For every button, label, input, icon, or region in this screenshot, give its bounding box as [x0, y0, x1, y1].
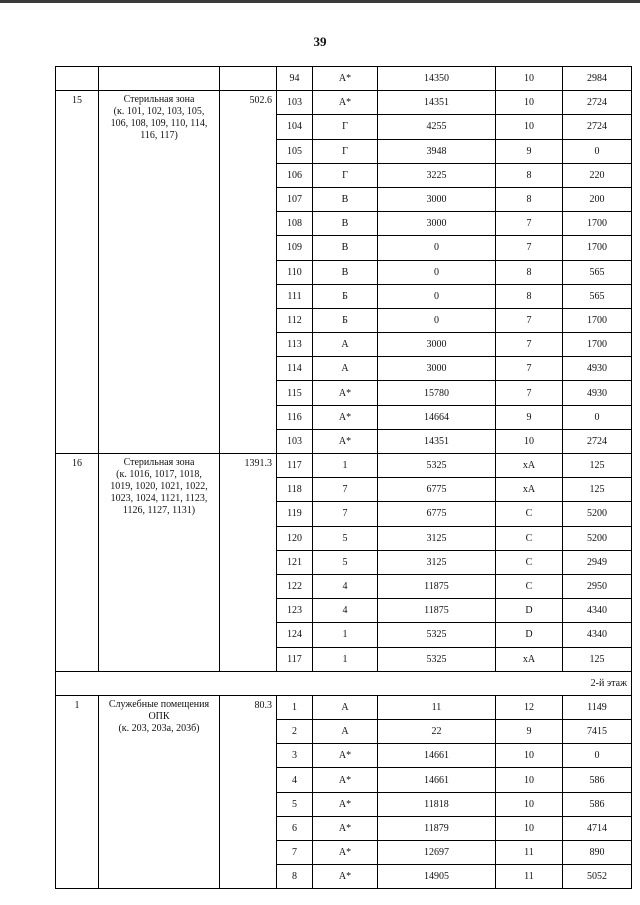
value-col-3: 2724: [563, 91, 632, 115]
measurement-point: 122: [277, 574, 313, 598]
measurement-point: 4: [277, 768, 313, 792]
value-col-1: 11: [378, 695, 496, 719]
cleanliness-class: А*: [313, 816, 378, 840]
value-col-2: 10: [496, 744, 563, 768]
value-col-3: 565: [563, 284, 632, 308]
value-col-2: 11: [496, 865, 563, 889]
value-col-3: 0: [563, 405, 632, 429]
value-col-3: 4714: [563, 816, 632, 840]
value-col-1: 0: [378, 284, 496, 308]
measurement-point: 114: [277, 357, 313, 381]
value-col-3: 2950: [563, 574, 632, 598]
value-col-1: 14661: [378, 744, 496, 768]
cleanliness-class: Г: [313, 115, 378, 139]
cleanliness-class: 7: [313, 502, 378, 526]
cleanliness-class: В: [313, 212, 378, 236]
value-col-1: 14661: [378, 768, 496, 792]
value-col-1: 3125: [378, 550, 496, 574]
cleanliness-class: А*: [313, 744, 378, 768]
cleanliness-class: А*: [313, 381, 378, 405]
value-col-2: 11: [496, 841, 563, 865]
cleanliness-class: 5: [313, 550, 378, 574]
value-col-2: 10: [496, 792, 563, 816]
empty-zone-no: [56, 67, 99, 91]
value-col-3: 4930: [563, 357, 632, 381]
zone-name-text: Стерильная зона (к. 1016, 1017, 1018, 1019, 1020, 1021, 1022, 1023, 1024, 1121, 1123, 1126, 1127, 1131): [110, 457, 208, 516]
zone-name: [99, 454, 220, 672]
measurement-point: 3: [277, 744, 313, 768]
measurement-point: 117: [277, 647, 313, 671]
value-col-1: 14351: [378, 91, 496, 115]
cleanliness-class: 4: [313, 599, 378, 623]
value-col-2: 10: [496, 91, 563, 115]
measurement-point: 112: [277, 308, 313, 332]
cleanliness-class: А*: [313, 405, 378, 429]
empty-zone-area: [220, 67, 277, 91]
value-col-2: 10: [496, 768, 563, 792]
value-col-3: 200: [563, 187, 632, 211]
cleanliness-class: А*: [313, 429, 378, 453]
measurement-point: 7: [277, 841, 313, 865]
value-col-3: 2949: [563, 550, 632, 574]
cleanliness-class: А*: [313, 841, 378, 865]
measurement-point: 8: [277, 865, 313, 889]
cleanliness-class: Г: [313, 139, 378, 163]
value-col-3: 5200: [563, 502, 632, 526]
zone-number: 1: [56, 695, 99, 889]
value-col-3: 0: [563, 744, 632, 768]
measurement-point: 108: [277, 212, 313, 236]
table-row: [56, 671, 632, 695]
value-col-3: 1700: [563, 308, 632, 332]
zone-name-text: Стерильная зона (к. 101, 102, 103, 105, 106, 108, 109, 110, 114, 116, 117): [110, 94, 208, 142]
value-col-3: 125: [563, 454, 632, 478]
page-number: 39: [313, 34, 327, 49]
value-col-2: 10: [496, 429, 563, 453]
value-col-1: 3948: [378, 139, 496, 163]
value-col-3: 2984: [563, 67, 632, 91]
value-col-3: 1700: [563, 236, 632, 260]
value-col-1: 3125: [378, 526, 496, 550]
value-col-1: 0: [378, 260, 496, 284]
value-col-3: 2724: [563, 429, 632, 453]
value-col-1: 4255: [378, 115, 496, 139]
cleanliness-class: А*: [313, 792, 378, 816]
value-col-2: C: [496, 550, 563, 574]
cleanliness-class: Г: [313, 163, 378, 187]
value-col-2: 10: [496, 816, 563, 840]
cleanliness-class: Б: [313, 284, 378, 308]
cleanliness-class: А: [313, 695, 378, 719]
value-col-1: 5325: [378, 647, 496, 671]
value-col-1: 5325: [378, 623, 496, 647]
value-col-2: C: [496, 526, 563, 550]
value-col-2: 9: [496, 139, 563, 163]
value-col-2: 12: [496, 695, 563, 719]
value-col-1: 14350: [378, 67, 496, 91]
measurement-point: 5: [277, 792, 313, 816]
value-col-3: 4930: [563, 381, 632, 405]
measurement-point: 6: [277, 816, 313, 840]
value-col-2: 9: [496, 720, 563, 744]
value-col-2: хА: [496, 454, 563, 478]
measurement-point: 116: [277, 405, 313, 429]
zone-number: 15: [56, 91, 99, 454]
measurement-point: 117: [277, 454, 313, 478]
value-col-1: 0: [378, 308, 496, 332]
measurement-point: 121: [277, 550, 313, 574]
value-col-2: хА: [496, 478, 563, 502]
value-col-2: D: [496, 599, 563, 623]
value-col-3: 1149: [563, 695, 632, 719]
measurement-point: 106: [277, 163, 313, 187]
measurement-point: 109: [277, 236, 313, 260]
cleanliness-class: 7: [313, 478, 378, 502]
measurement-point: 103: [277, 91, 313, 115]
value-col-3: 7415: [563, 720, 632, 744]
value-col-2: 7: [496, 381, 563, 405]
value-col-2: 8: [496, 187, 563, 211]
measurement-point: 123: [277, 599, 313, 623]
cleanliness-class: А: [313, 357, 378, 381]
value-col-1: 11818: [378, 792, 496, 816]
measurement-point: 1: [277, 695, 313, 719]
cleanliness-class: А*: [313, 91, 378, 115]
value-col-3: 2724: [563, 115, 632, 139]
value-col-2: 10: [496, 67, 563, 91]
measurement-point: 105: [277, 139, 313, 163]
value-col-2: 9: [496, 405, 563, 429]
measurement-point: 115: [277, 381, 313, 405]
value-col-3: 125: [563, 647, 632, 671]
value-col-1: 6775: [378, 502, 496, 526]
value-col-2: хА: [496, 647, 563, 671]
value-col-1: 15780: [378, 381, 496, 405]
zone-name: [99, 91, 220, 454]
value-col-2: 8: [496, 284, 563, 308]
value-col-3: 4340: [563, 623, 632, 647]
table-row: [56, 91, 632, 115]
value-col-1: 3000: [378, 357, 496, 381]
value-col-1: 14905: [378, 865, 496, 889]
measurement-point: 2: [277, 720, 313, 744]
measurement-point: 124: [277, 623, 313, 647]
measurement-point: 120: [277, 526, 313, 550]
cleanliness-class: В: [313, 236, 378, 260]
value-col-3: 5200: [563, 526, 632, 550]
value-col-3: 1700: [563, 212, 632, 236]
value-col-1: 3000: [378, 212, 496, 236]
measurement-point: 111: [277, 284, 313, 308]
zone-number: 16: [56, 454, 99, 672]
value-col-2: 7: [496, 236, 563, 260]
cleanliness-class: А: [313, 333, 378, 357]
value-col-2: 7: [496, 212, 563, 236]
value-col-3: 890: [563, 841, 632, 865]
value-col-1: 11875: [378, 599, 496, 623]
cleanliness-class: 5: [313, 526, 378, 550]
zone-area: 502.6: [220, 91, 277, 454]
measurement-point: 110: [277, 260, 313, 284]
value-col-2: 10: [496, 115, 563, 139]
value-col-1: 3225: [378, 163, 496, 187]
value-col-3: 0: [563, 139, 632, 163]
cleanliness-class: А: [313, 720, 378, 744]
value-col-1: 14351: [378, 429, 496, 453]
measurement-point: 113: [277, 333, 313, 357]
value-col-1: 6775: [378, 478, 496, 502]
value-col-3: 4340: [563, 599, 632, 623]
value-col-2: 8: [496, 163, 563, 187]
value-col-2: 7: [496, 333, 563, 357]
value-col-1: 5325: [378, 454, 496, 478]
floor-label: 2-й этаж: [56, 671, 632, 695]
zone-area: 80.3: [220, 695, 277, 889]
value-col-3: 586: [563, 792, 632, 816]
value-col-1: 3000: [378, 333, 496, 357]
table-row: [56, 695, 632, 719]
measurement-point: 107: [277, 187, 313, 211]
cleanliness-class: А*: [313, 67, 378, 91]
value-col-1: 3000: [378, 187, 496, 211]
measurement-table: [55, 66, 632, 889]
measurement-point: 104: [277, 115, 313, 139]
value-col-3: 125: [563, 478, 632, 502]
zone-area: 1391.3: [220, 454, 277, 672]
cleanliness-class: 1: [313, 647, 378, 671]
value-col-1: 14664: [378, 405, 496, 429]
cleanliness-class: А*: [313, 768, 378, 792]
cleanliness-class: 4: [313, 574, 378, 598]
measurement-point: 103: [277, 429, 313, 453]
value-col-2: 7: [496, 308, 563, 332]
value-col-3: 586: [563, 768, 632, 792]
value-col-3: 5052: [563, 865, 632, 889]
value-col-2: 8: [496, 260, 563, 284]
value-col-2: 7: [496, 357, 563, 381]
cleanliness-class: В: [313, 187, 378, 211]
value-col-2: C: [496, 574, 563, 598]
cleanliness-class: 1: [313, 454, 378, 478]
value-col-1: 12697: [378, 841, 496, 865]
scan-top-edge: [0, 0, 640, 3]
zone-name: [99, 695, 220, 889]
table-row: [56, 67, 632, 91]
cleanliness-class: В: [313, 260, 378, 284]
value-col-1: 11875: [378, 574, 496, 598]
measurement-point: 118: [277, 478, 313, 502]
value-col-1: 0: [378, 236, 496, 260]
cleanliness-class: А*: [313, 865, 378, 889]
value-col-3: 565: [563, 260, 632, 284]
table-row: [56, 454, 632, 478]
cleanliness-class: 1: [313, 623, 378, 647]
zone-name-text: Служебные помещения ОПК (к. 203, 203а, 203б): [108, 698, 210, 734]
cleanliness-class: Б: [313, 308, 378, 332]
value-col-2: C: [496, 502, 563, 526]
value-col-1: 22: [378, 720, 496, 744]
empty-zone-name: [99, 67, 220, 91]
measurement-point: 119: [277, 502, 313, 526]
value-col-2: D: [496, 623, 563, 647]
value-col-3: 1700: [563, 333, 632, 357]
value-col-1: 11879: [378, 816, 496, 840]
measurement-point: 94: [277, 67, 313, 91]
value-col-3: 220: [563, 163, 632, 187]
